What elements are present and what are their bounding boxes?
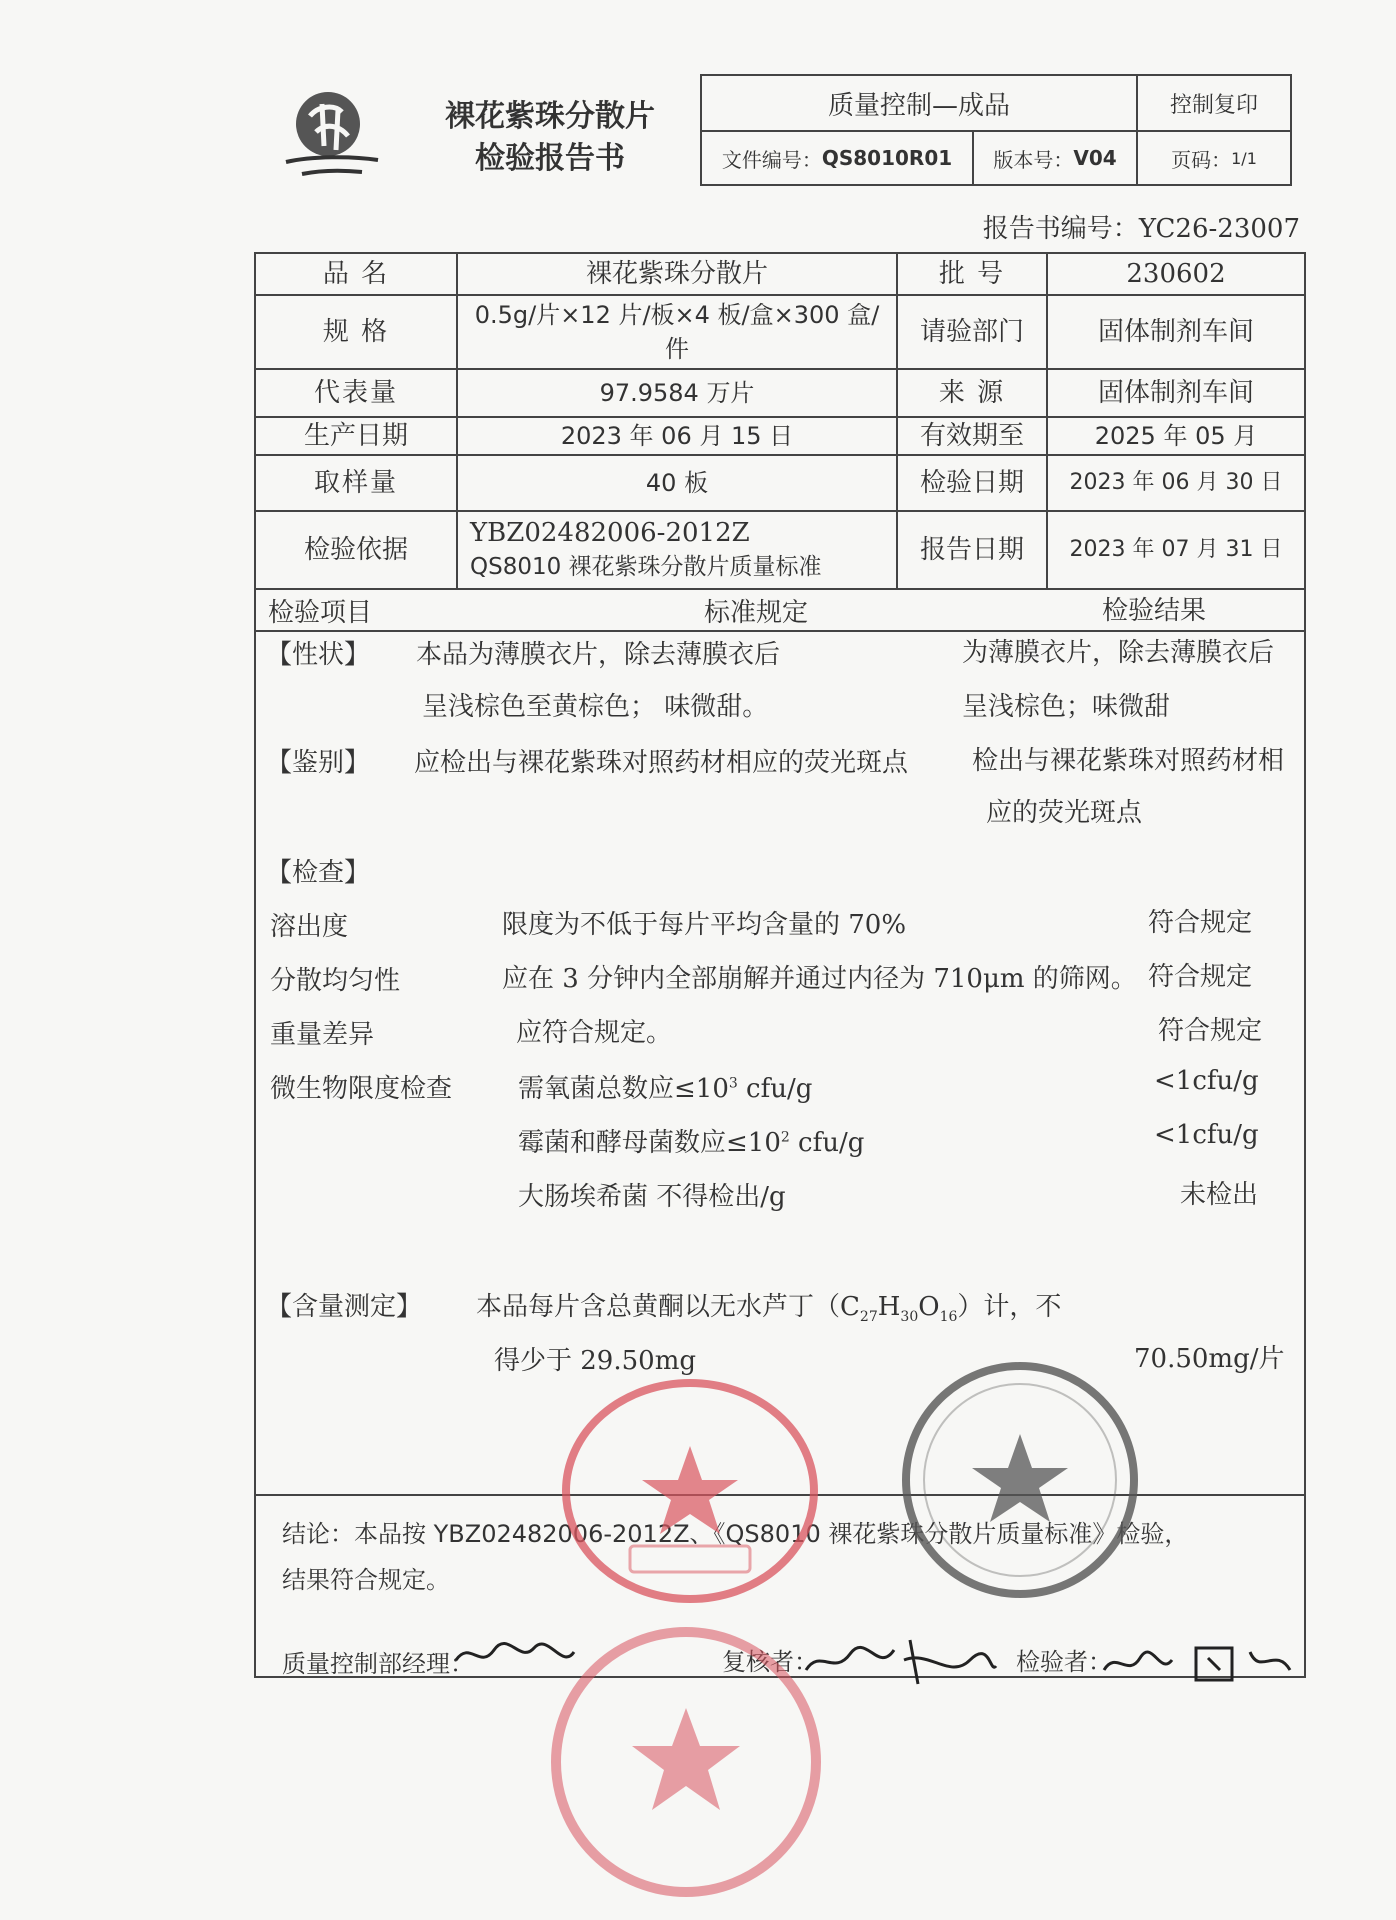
col-result: 检验结果	[1102, 596, 1207, 626]
basis-line-1: YBZ02482006-2012Z	[470, 518, 750, 548]
assay-std-1-d: ）计，不	[957, 1292, 1062, 1322]
report-number	[983, 208, 1300, 245]
micro-std-2-sup: 2	[780, 1129, 790, 1146]
dissolution-std: 限度为不低于每片平均含量的 70%	[502, 910, 907, 940]
sample-value: 40 板	[645, 469, 709, 497]
exp-value: 2025 年 05 月	[1094, 422, 1258, 450]
qc-title: 质量控制—成品	[827, 90, 1010, 121]
dissolution-label: 溶出度	[270, 912, 349, 942]
report-date-value: 2023 年 07 月 31 日	[1069, 537, 1283, 562]
batch-label: 批 号	[938, 259, 1006, 289]
page-number	[1138, 132, 1290, 184]
ident-res-1: 检出与裸花紫珠对照药材相	[972, 746, 1285, 776]
basis-label: 检验依据	[303, 535, 408, 565]
ident-std: 应检出与裸花紫珠对照药材相应的荧光斑点	[414, 748, 909, 778]
disperse-label: 分散均匀性	[270, 966, 401, 996]
page-label: 页码：	[1171, 147, 1232, 172]
appearance-std-2: 呈浅棕色至黄棕色； 味微甜。	[422, 692, 769, 722]
source-label: 来 源	[938, 378, 1006, 408]
ident-label: 【鉴别】	[266, 748, 371, 778]
qty-value: 97.9584 万片	[599, 379, 755, 407]
assay-std-2: 得少于 29.50mg	[494, 1346, 696, 1376]
conclusion-line-1: 结论：本品按 YBZ02482006-2012Z、《QS8010 裸花紫珠分散片质量标准》检验，	[282, 1520, 1189, 1548]
source-value: 固体制剂车间	[1097, 378, 1254, 408]
micro-label: 微生物限度检查	[270, 1074, 453, 1104]
mfg-value: 2023 年 06 月 15 日	[560, 422, 794, 450]
weight-res: 符合规定	[1158, 1016, 1263, 1046]
page-value: 1/1	[1231, 148, 1257, 168]
report-no-label: 报告书编号：	[982, 214, 1139, 244]
control-copy: 控制复印	[1169, 92, 1258, 118]
micro-std-2-a: 霉菌和酵母菌数应≤10	[518, 1128, 781, 1158]
dept-label: 请验部门	[919, 317, 1024, 347]
spec-value: 0.5g/片×12 片/板×4 板/盒×300 盒/件	[474, 301, 880, 363]
version-label: 版本号：	[993, 147, 1074, 172]
dissolution-res: 符合规定	[1148, 908, 1253, 938]
assay-res: 70.50mg/片	[1134, 1344, 1285, 1374]
reviewer-label: 复核者：	[722, 1648, 818, 1676]
appearance-res-2: 呈浅棕色；味微甜	[962, 692, 1171, 722]
file-no-value: QS8010R01	[821, 146, 953, 170]
file-no	[702, 132, 972, 184]
gray-inspection-stamp	[900, 1360, 1140, 1600]
product-label: 品 名	[322, 259, 390, 289]
version	[974, 132, 1136, 184]
version-value: V04	[1073, 146, 1117, 170]
assay-std-1-b: H	[877, 1292, 901, 1322]
col-item: 检验项目	[268, 598, 373, 628]
ident-res-2: 应的荧光斑点	[986, 798, 1143, 828]
assay-sub-3: 16	[939, 1309, 958, 1326]
micro-std-1-a: 需氧菌总数应≤10	[518, 1074, 729, 1104]
micro-res-1: <1cfu/g	[1154, 1066, 1259, 1096]
weight-label: 重量差异	[270, 1020, 375, 1050]
micro-std-2	[518, 1122, 864, 1159]
reviewer-signature	[800, 1630, 1000, 1690]
micro-std-1	[518, 1068, 812, 1105]
check-label: 【检查】	[266, 858, 371, 888]
inspector-label: 检验者：	[1016, 1648, 1112, 1676]
exp-label: 有效期至	[919, 421, 1024, 451]
title-line-2: 检验报告书	[475, 141, 625, 176]
assay-std-1	[476, 1286, 1061, 1325]
appearance-std-1: 本品为薄膜衣片，除去薄膜衣后	[416, 640, 781, 670]
appearance-res-1: 为薄膜衣片，除去薄膜衣后	[962, 638, 1275, 668]
assay-sub-1: 27	[859, 1309, 878, 1326]
report-no-value: YC26-23007	[1138, 214, 1300, 244]
red-quality-stamp	[546, 1622, 826, 1902]
assay-std-1-c: O	[918, 1292, 940, 1322]
micro-std-3: 大肠埃希菌 不得检出/g	[518, 1182, 786, 1212]
micro-res-3: 未检出	[1180, 1180, 1259, 1210]
disperse-res: 符合规定	[1148, 962, 1253, 992]
sample-label: 取样量	[313, 468, 398, 498]
disperse-std: 应在 3 分钟内全部崩解并通过内径为 710μm 的筛网。	[502, 964, 1137, 994]
micro-res-2: <1cfu/g	[1154, 1120, 1259, 1150]
assay-label: 【含量测定】	[266, 1292, 423, 1322]
company-logo	[282, 86, 382, 182]
control-info-box	[700, 74, 1292, 186]
report-date-label: 报告日期	[919, 535, 1024, 565]
conclusion-line-2: 结果符合规定。	[282, 1566, 450, 1594]
micro-std-1-b: cfu/g	[737, 1074, 813, 1104]
test-date-label: 检验日期	[919, 468, 1024, 498]
red-inspection-stamp	[560, 1376, 820, 1606]
dept-value: 固体制剂车间	[1097, 317, 1254, 347]
weight-std: 应符合规定。	[516, 1018, 673, 1048]
product-value: 裸花紫珠分散片	[585, 259, 768, 289]
col-standard: 标准规定	[704, 598, 809, 628]
batch-value: 230602	[1126, 259, 1226, 289]
document-title	[400, 96, 700, 180]
qty-label: 代表量	[313, 378, 398, 408]
manager-label: 质量控制部经理：	[282, 1650, 474, 1678]
assay-std-1-a: 本品每片含总黄酮以无水芦丁（C	[476, 1292, 860, 1322]
basis-value	[458, 512, 896, 588]
spec-label: 规 格	[322, 317, 390, 347]
inspector-signature	[1100, 1636, 1296, 1686]
title-line-1: 裸花紫珠分散片	[445, 99, 655, 134]
basis-line-2: QS8010 裸花紫珠分散片质量标准	[470, 554, 822, 580]
appearance-label: 【性状】	[266, 640, 371, 670]
file-no-label: 文件编号：	[721, 147, 822, 172]
mfg-label: 生产日期	[303, 421, 408, 451]
test-date-value: 2023 年 06 月 30 日	[1069, 470, 1283, 495]
micro-std-2-b: cfu/g	[789, 1128, 865, 1158]
assay-sub-2: 30	[900, 1309, 919, 1326]
micro-std-1-sup: 3	[728, 1075, 738, 1092]
